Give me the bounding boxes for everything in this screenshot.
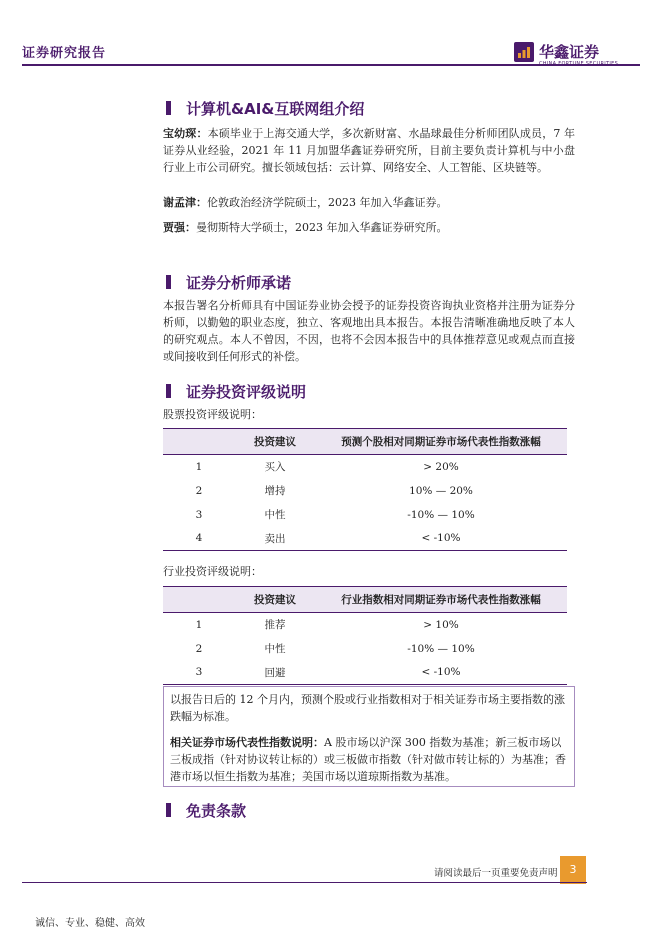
member-bio-2 <box>163 194 575 211</box>
table-cell: 中性 <box>264 643 286 655</box>
table-cell: < -10% <box>315 527 567 551</box>
table-row <box>163 637 567 661</box>
table-row <box>163 479 567 503</box>
table-header-cell <box>163 587 235 613</box>
page-number: 3 <box>560 856 586 884</box>
section-marker <box>166 803 171 817</box>
benchmark-note <box>170 734 568 785</box>
commitment-section-title: 证券分析师承诺 <box>186 274 292 292</box>
member-bio-text: 伦敦政治经济学院硕士，2023 年加入华鑫证券。 <box>207 196 448 209</box>
disclaimer-section-title: 免责条款 <box>186 802 247 820</box>
rating-period-note: 以报告日后的 12 个月内，预测个股或行业指数相对于相关证券市场主要指数的涨跌幅为标准。 <box>170 693 565 723</box>
table-cell: 3 <box>195 508 203 521</box>
section-marker <box>166 101 171 115</box>
table-header-row <box>163 429 567 455</box>
table-cell: 4 <box>163 527 235 551</box>
table-cell: 买入 <box>264 461 286 474</box>
table-header-cell: 行业指数相对同期证券市场代表性指数涨幅 <box>315 587 567 613</box>
stock-rating-table <box>163 428 567 551</box>
table-header-cell: 投资建议 <box>235 587 315 613</box>
team-section-title: 计算机&AI&互联网组介绍 <box>186 100 365 118</box>
logo-chinese-name: 华鑫证券 <box>539 43 600 61</box>
benchmark-text: A 股市场以沪深 300 指数为基准；新三板市场以三板成指（针对协议转让标的）或三板做市指数（针对做市转让标的）为基准；香港市场以恒生指数为基准；美国市场以道琼斯指数为基准。 <box>170 736 566 783</box>
table-header-cell: 投资建议 <box>235 429 315 455</box>
member-bio-3 <box>163 219 575 236</box>
company-motto: 诚信、专业、稳健、高效 <box>35 918 145 929</box>
table-cell: 回避 <box>235 661 315 685</box>
table-row <box>163 503 567 527</box>
table-row <box>163 613 567 637</box>
table-cell: 卖出 <box>235 527 315 551</box>
table-cell: 中性 <box>264 509 286 521</box>
table-cell: 增持 <box>264 485 286 497</box>
header-divider <box>22 64 640 66</box>
table-cell: < -10% <box>315 661 567 685</box>
table-cell: 3 <box>163 661 235 685</box>
table-cell: 1 <box>195 618 203 631</box>
table-cell: 推荐 <box>264 619 286 632</box>
table-cell: -10% — 10% <box>407 508 475 521</box>
industry-rating-caption: 行业投资评级说明： <box>163 565 262 578</box>
member-name: 宝幼琛： <box>163 127 208 140</box>
stock-rating-caption: 股票投资评级说明： <box>163 408 262 421</box>
table-cell: > 10% <box>423 618 459 631</box>
logo-mark-icon <box>514 42 534 62</box>
table-header-cell: 预测个股相对同期证券市场代表性指数涨幅 <box>315 429 567 455</box>
table-cell: 2 <box>195 642 203 655</box>
table-cell: 2 <box>195 484 203 497</box>
footer-disclaimer-notice: 请阅读最后一页重要免责声明 <box>434 868 558 879</box>
footer-divider <box>22 882 587 883</box>
member-name: 贾强： <box>163 221 196 234</box>
member-bio-text: 曼彻斯特大学硕士，2023 年加入华鑫证券研究所。 <box>196 221 448 234</box>
industry-rating-table <box>163 586 567 685</box>
table-row <box>163 455 567 479</box>
table-header-cell <box>163 429 235 455</box>
table-row <box>163 661 567 685</box>
benchmark-label: 相关证券市场代表性指数说明： <box>170 736 324 749</box>
table-header-row <box>163 587 567 613</box>
commitment-text: 本报告署名分析师具有中国证券业协会授予的证券投资咨询执业资格并注册为证券分析师，以勤勉的职业态度，独立、客观地出具本报告。本报告清晰准确地反映了本人的研究观点。本人不曾因，不因，也将不会因本报告中的具体推荐意见或观点而直接或间接收到任何形式的补偿。 <box>163 299 575 363</box>
member-bio-1 <box>163 125 575 176</box>
table-cell: -10% — 10% <box>407 642 475 655</box>
member-bio-text: 本硕毕业于上海交通大学，多次新财富、水晶球最佳分析师团队成员，7 年证券从业经验，2021 年 11 月加盟华鑫证券研究所，目前主要负责计算机与中小盘行业上市公司研究。擅长领域包括：云计算、网络安全、人工智能、区块链等。 <box>163 127 576 174</box>
rating-notes-box <box>163 686 575 787</box>
rating-section-title: 证券投资评级说明 <box>186 383 307 401</box>
table-row <box>163 527 567 551</box>
member-name: 谢孟津： <box>163 196 207 209</box>
report-type-title: 证券研究报告 <box>22 46 107 61</box>
table-cell: > 20% <box>423 460 459 473</box>
table-cell: 1 <box>195 460 203 473</box>
section-marker <box>166 384 171 398</box>
table-cell: 10% — 20% <box>409 484 473 497</box>
section-marker <box>166 275 171 289</box>
